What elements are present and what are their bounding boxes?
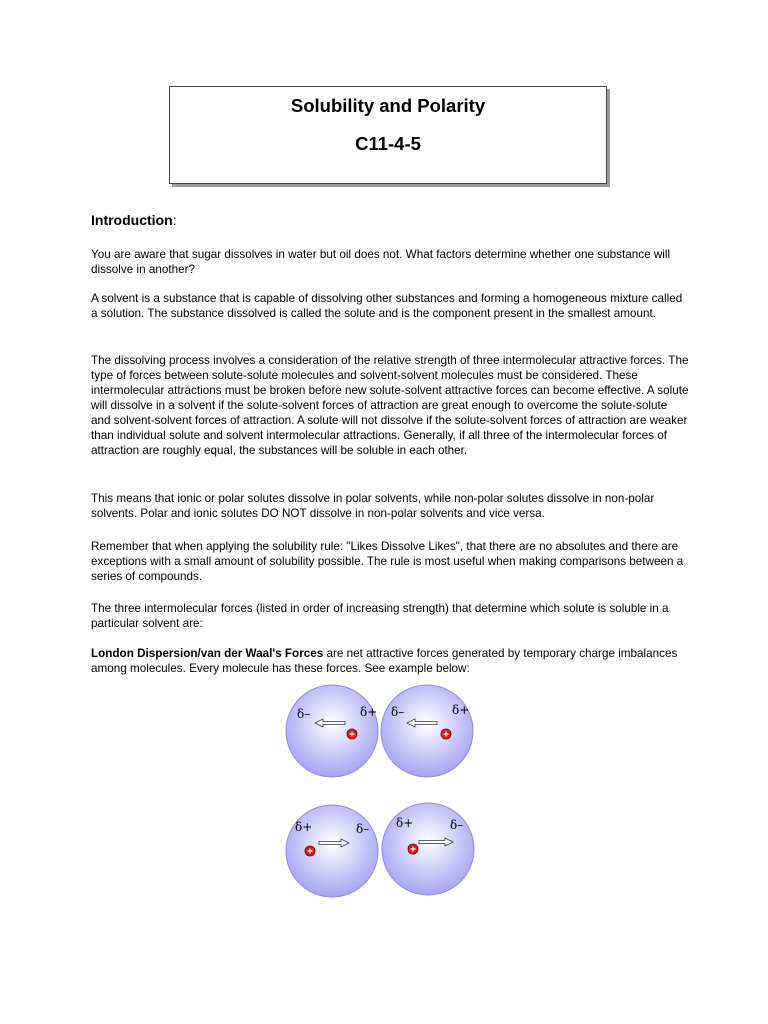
paragraph-6: The three intermolecular forces (listed in order of increasing strength) that determine which solute is soluble in a particular solvent are: — [91, 602, 669, 630]
molecule-sphere — [286, 685, 378, 777]
delta-plus-label: δ+ — [396, 816, 414, 830]
delta-minus-label: δ– — [391, 705, 405, 719]
paragraph-2: A solvent is a substance that is capable of dissolving other substances and forming a homogeneous mixture called a solution. The substance dissolved is called the solute and is the component present in the smallest amount. — [91, 292, 683, 320]
delta-plus-label: δ+ — [360, 705, 378, 719]
title-box — [169, 86, 607, 184]
molecule-sphere — [286, 805, 378, 897]
paragraph-5: Remember that when applying the solubility rule: "Likes Dissolve Likes", that there are no absolutes and there are exceptions with a small amount of solubility possible. The rule is most useful when making comparisons between a series of compounds. — [91, 540, 684, 583]
paragraph-7 — [91, 646, 689, 676]
delta-minus-label: δ– — [297, 707, 311, 721]
paragraph-1: You are aware that sugar dissolves in water but oil does not. What factors determine whether one substance will dissolve in another? — [91, 248, 671, 276]
dispersion-diagram — [285, 683, 485, 903]
introduction-heading: Introduction — [91, 212, 173, 228]
document-code: C11-4-5 — [355, 133, 421, 154]
delta-minus-label: δ– — [450, 818, 464, 832]
paragraph-4: This means that ionic or polar solutes dissolve in polar solvents, while non-polar solutes dissolve in non-polar solvents. Polar and ionic solutes DO NOT dissolve in non-polar solvents and vice versa. — [91, 492, 655, 520]
london-dispersion-text: are net attractive forces generated by temporary charge imbalances among molecules. Every molecule has these forces. See example below: — [91, 647, 678, 675]
paragraph-3: The dissolving process involves a consideration of the relative strength of three intermolecular attractive forces. The type of forces between solute-solute molecules and solvent-solvent molecules must be considered. These intermolecular attractions must be broken before new solute-solvent attractive forces can become effective. A solute will dissolve in a solvent if the solute-solvent forces of attraction are great enough to overcome the solute-solute and solvent-solvent forces of attraction. A solute will not dissolve if the solute-solvent forces of attraction are weaker than individual solute and solvent intermolecular attractions. Generally, if all three of the intermolecular forces of attraction are roughly equal, the substances will be soluble in each other. — [91, 354, 689, 457]
delta-minus-label: δ– — [356, 822, 370, 836]
heading-colon: : — [172, 212, 177, 228]
delta-plus-label: δ+ — [452, 703, 470, 717]
delta-plus-label: δ+ — [295, 820, 313, 834]
molecule-bottom-left — [286, 805, 378, 897]
page-title: Solubility and Polarity — [290, 95, 486, 116]
london-dispersion-term: London Dispersion/van der Waal's Forces — [91, 647, 324, 660]
molecule-bottom-right — [382, 803, 474, 895]
molecule-top-left — [286, 685, 378, 777]
positive-charge-icon — [305, 846, 315, 856]
molecule-sphere — [381, 685, 473, 777]
positive-charge-icon — [441, 729, 451, 739]
positive-charge-icon — [408, 844, 418, 854]
positive-charge-icon — [347, 729, 357, 739]
section-heading — [91, 212, 177, 228]
molecule-top-right — [381, 685, 473, 777]
